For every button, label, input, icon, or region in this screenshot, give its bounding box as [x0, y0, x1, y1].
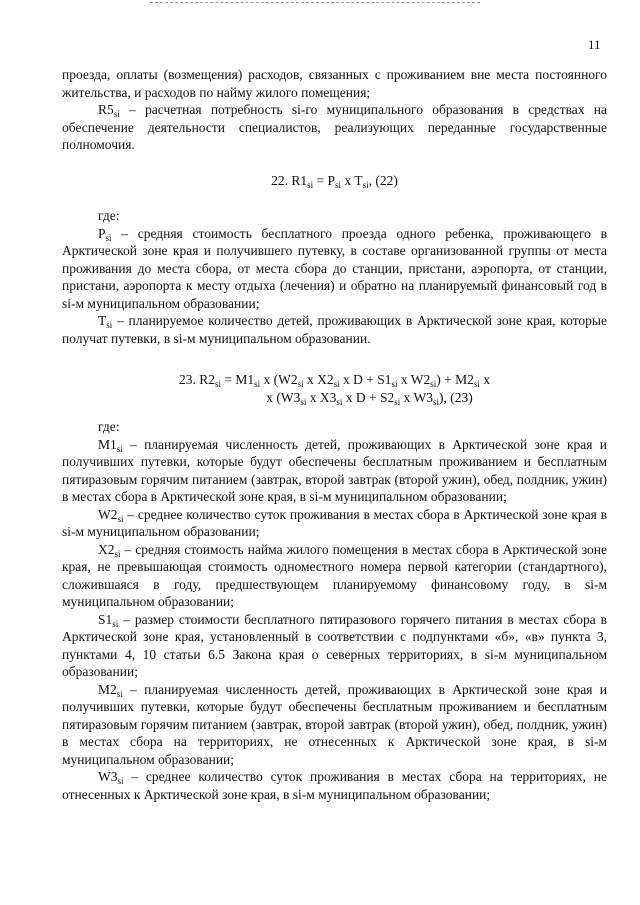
definition-subscript: si	[112, 618, 119, 629]
definition-r5: $R5_{si}$ – расчетная потребность si-го муниципального образования в средствах на обеспечение деятельности специалистов, реализующих переданные государственные полномочия.	[62, 102, 607, 152]
definition-s1	[62, 611, 607, 681]
definition-subscript: si	[117, 513, 124, 524]
definition-symbol: M2	[98, 681, 117, 697]
paragraph-continuation: проезда, оплаты (возмещения) расходов, связанных с проживанием вне места постоянного жительства, и расходов по найму жилого помещения;	[62, 67, 607, 100]
formula-23-line-1-token: x D + S1	[339, 372, 392, 387]
formula-23-line-2-token: x (W3	[266, 389, 301, 405]
definition-subscript: si	[116, 688, 123, 699]
definition-w3	[62, 768, 607, 803]
formula-23-line-1-token: si	[214, 379, 221, 389]
definition-text: – средняя стоимость найма жилого помещения в местах сбора в Арктической зоне края, не превышающая стоимость одноместного номера первой категории (стандартного), сложившаяся в году, предшествующем планируемому финансовому году, в si-м муниципальном образовании;	[62, 541, 607, 609]
document-body	[62, 66, 607, 803]
formula-22: 22. $R1_{si} = P_{si}$ x $T_{si}$, (22)	[271, 172, 398, 190]
formula-23-line-1-token: si	[473, 379, 480, 389]
formula-23-line-2-token: x D + S2	[342, 389, 395, 405]
scan-top-border	[150, 2, 480, 3]
formula-23-line-1-token: 23. R2	[178, 372, 215, 387]
definition-symbol: X2	[98, 541, 115, 557]
definition-text: – планируемая численность детей, проживающих в Арктической зоне края и получивших путевки, которые будут обеспечены бесплатным проживанием и бесплатным пятиразовым горячим питанием (завтрак, второй завтрак (второй ужин), обед, полдник, ужин) в местах сбора на территориях, не отнесенных к Арктической зоне края, в si-м муниципальном образовании;	[62, 681, 607, 767]
definition-subscript: si	[116, 443, 123, 454]
where-label-1: где:	[98, 208, 120, 223]
formula-23-line-2-token: si	[433, 396, 440, 407]
page-number: 11	[588, 37, 601, 52]
formula-23-line-1-token: x (W2	[260, 372, 298, 387]
definition-w2	[62, 506, 607, 541]
definition-m1	[62, 436, 607, 506]
definition-subscript: si	[114, 548, 121, 559]
formula-23-line-2-token: si	[300, 396, 307, 407]
definition-text: – среднее количество суток проживания в местах сбора на территориях, не отнесенных к Арктической зоне края, в si-м муниципальном образовании;	[62, 769, 607, 802]
formula-23-line-2-token: x W3	[400, 389, 434, 405]
definition-m2	[62, 681, 607, 769]
formula-23-line-2	[62, 389, 607, 407]
formula-23-line-2-token: si	[336, 396, 343, 407]
formula-23-line-1-token: x	[479, 372, 491, 387]
definition-symbol: W2	[98, 506, 118, 522]
definition-text: – планируемая численность детей, проживающих в Арктической зоне края и получивших путевки, которые будут обеспечены бесплатным проживанием и бесплатным пятиразовым горячим питанием (завтрак, второй завтрак (второй ужин), обед, полдник, ужин) в местах сбора в Арктической зоне края, в si-м муниципальном образовании;	[62, 436, 607, 504]
formula-23-line-2-token: ), (23)	[439, 389, 473, 405]
formula-23-line-1-token: x W2	[397, 372, 431, 387]
definition-text: – среднее количество суток проживания в местах сбора в Арктической зоне края в si-м муниципальном образовании;	[62, 506, 607, 539]
definition-symbol: M1	[98, 436, 117, 452]
definition-x2	[62, 541, 607, 611]
formula-23-line-1-token: = M1	[220, 372, 255, 387]
formula-23	[62, 371, 607, 406]
formula-23-line-1-token: si	[297, 379, 304, 389]
where-label-2: где:	[98, 419, 120, 434]
formula-23-line-2-token: x X3	[306, 389, 337, 405]
formula-23-line-1-token: si	[430, 379, 437, 389]
formula-23-line-1-token: ) + M2	[436, 372, 474, 387]
formula-23-line-1-token: si	[391, 379, 398, 389]
definition-symbol: S1	[98, 611, 113, 627]
formula-23-line-1-token: x X2	[303, 372, 334, 387]
definitions-23	[62, 436, 607, 804]
definition-p: $P_{si}$ – средняя стоимость бесплатного проезда одного ребенка, проживающего в Арктической зоне края и получившего путевку, в составе организованной группы от места проживания до места сбора, от места сбора до станции, пристани, аэропорта, от станции, пристани, аэропорта к месту отдыха (лечения) и обратно на планируемый финансовый год в si-м муниципальном образовании;	[62, 225, 607, 311]
definition-symbol: W3	[98, 769, 118, 784]
definition-text: – размер стоимости бесплатного пятиразового горячего питания в местах сбора в Арктической зоне края, установленный в соответствии с подпунктами «б», «в» пункта 3, пунктами 4, 10 статьи 6.5 Закона края о северных территориях, в si-м муниципальном образовании;	[62, 611, 607, 679]
definition-t: $T_{si}$ – планируемое количество детей, проживающих в Арктической зоне края, которые получат путевки, в si-м муниципальном образовании.	[62, 313, 607, 346]
definition-subscript: si	[117, 776, 124, 786]
formula-23-line-2-token: si	[394, 396, 401, 407]
formula-23-line-1-token: si	[254, 379, 261, 389]
formula-23-line-1-token: si	[333, 379, 340, 389]
formula-23-line-1	[62, 371, 607, 389]
